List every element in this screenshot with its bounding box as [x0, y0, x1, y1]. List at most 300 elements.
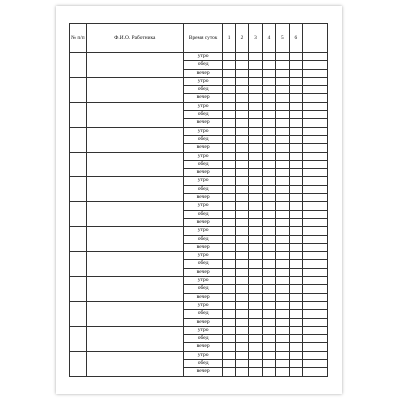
mark-cell[interactable] — [303, 310, 328, 318]
mark-cell[interactable] — [289, 268, 302, 276]
mark-cell[interactable] — [262, 202, 275, 210]
employee-name-cell[interactable] — [86, 177, 183, 202]
mark-cell[interactable] — [276, 102, 289, 110]
employee-name-cell[interactable] — [86, 326, 183, 351]
mark-cell[interactable] — [249, 94, 262, 102]
mark-cell[interactable] — [289, 326, 302, 334]
mark-cell[interactable] — [303, 293, 328, 301]
mark-cell[interactable] — [235, 301, 248, 309]
mark-cell[interactable] — [276, 351, 289, 359]
mark-cell[interactable] — [262, 343, 275, 351]
mark-cell[interactable] — [262, 335, 275, 343]
mark-cell[interactable] — [223, 152, 235, 160]
mark-cell[interactable] — [289, 243, 302, 251]
mark-cell[interactable] — [289, 135, 302, 143]
mark-cell[interactable] — [289, 144, 302, 152]
mark-cell[interactable] — [235, 135, 248, 143]
mark-cell[interactable] — [235, 335, 248, 343]
mark-cell[interactable] — [276, 285, 289, 293]
mark-cell[interactable] — [276, 160, 289, 168]
header-time-of-day: Время суток — [183, 24, 222, 53]
mark-cell[interactable] — [289, 86, 302, 94]
mark-cell[interactable] — [262, 243, 275, 251]
mark-cell[interactable] — [249, 252, 262, 260]
mark-cell[interactable] — [249, 351, 262, 359]
mark-cell[interactable] — [289, 177, 302, 185]
mark-cell[interactable] — [262, 218, 275, 226]
mark-cell[interactable] — [262, 119, 275, 127]
mark-cell[interactable] — [249, 318, 262, 326]
mark-cell[interactable] — [249, 285, 262, 293]
mark-cell[interactable] — [276, 86, 289, 94]
mark-cell[interactable] — [249, 127, 262, 135]
mark-cell[interactable] — [276, 194, 289, 202]
mark-cell[interactable] — [235, 77, 248, 85]
mark-cell[interactable] — [223, 252, 235, 260]
mark-cell[interactable] — [303, 218, 328, 226]
mark-cell[interactable] — [289, 235, 302, 243]
mark-cell[interactable] — [223, 285, 235, 293]
mark-cell[interactable] — [223, 135, 235, 143]
mark-cell[interactable] — [276, 77, 289, 85]
mark-cell[interactable] — [223, 227, 235, 235]
mark-cell[interactable] — [235, 235, 248, 243]
mark-cell[interactable] — [249, 61, 262, 69]
mark-cell[interactable] — [262, 86, 275, 94]
mark-cell[interactable] — [262, 301, 275, 309]
mark-cell[interactable] — [262, 185, 275, 193]
mark-cell[interactable] — [249, 119, 262, 127]
mark-cell[interactable] — [303, 277, 328, 285]
mark-cell[interactable] — [303, 351, 328, 359]
mark-cell[interactable] — [276, 69, 289, 77]
mark-cell[interactable] — [235, 152, 248, 160]
employee-name-cell[interactable] — [86, 227, 183, 252]
mark-cell[interactable] — [303, 69, 328, 77]
mark-cell[interactable] — [223, 69, 235, 77]
mark-cell[interactable] — [235, 359, 248, 367]
mark-cell[interactable] — [262, 69, 275, 77]
mark-cell[interactable] — [276, 135, 289, 143]
mark-cell[interactable] — [235, 351, 248, 359]
mark-cell[interactable] — [223, 160, 235, 168]
mark-cell[interactable] — [235, 144, 248, 152]
mark-cell[interactable] — [303, 53, 328, 61]
mark-cell[interactable] — [249, 53, 262, 61]
mark-cell[interactable] — [289, 202, 302, 210]
mark-cell[interactable] — [235, 177, 248, 185]
mark-cell[interactable] — [276, 277, 289, 285]
mark-cell[interactable] — [235, 318, 248, 326]
mark-cell[interactable] — [276, 293, 289, 301]
mark-cell[interactable] — [289, 61, 302, 69]
mark-cell[interactable] — [303, 285, 328, 293]
mark-cell[interactable] — [289, 194, 302, 202]
employee-number-cell[interactable] — [70, 227, 87, 252]
mark-cell[interactable] — [249, 86, 262, 94]
mark-cell[interactable] — [303, 318, 328, 326]
mark-cell[interactable] — [235, 194, 248, 202]
mark-cell[interactable] — [262, 61, 275, 69]
mark-cell[interactable] — [276, 252, 289, 260]
mark-cell[interactable] — [223, 119, 235, 127]
employee-number-cell[interactable] — [70, 177, 87, 202]
mark-cell[interactable] — [249, 152, 262, 160]
mark-cell[interactable] — [235, 69, 248, 77]
mark-cell[interactable] — [223, 277, 235, 285]
mark-cell[interactable] — [276, 310, 289, 318]
mark-cell[interactable] — [249, 310, 262, 318]
mark-cell[interactable] — [276, 235, 289, 243]
mark-cell[interactable] — [235, 218, 248, 226]
mark-cell[interactable] — [289, 127, 302, 135]
mark-cell[interactable] — [223, 202, 235, 210]
mark-cell[interactable] — [262, 293, 275, 301]
mark-cell[interactable] — [223, 218, 235, 226]
mark-cell[interactable] — [223, 310, 235, 318]
mark-cell[interactable] — [223, 127, 235, 135]
mark-cell[interactable] — [223, 111, 235, 119]
mark-cell[interactable] — [303, 77, 328, 85]
mark-cell[interactable] — [235, 243, 248, 251]
mark-cell[interactable] — [223, 293, 235, 301]
mark-cell[interactable] — [223, 77, 235, 85]
mark-cell[interactable] — [249, 359, 262, 367]
mark-cell[interactable] — [303, 210, 328, 218]
mark-cell[interactable] — [235, 227, 248, 235]
mark-cell[interactable] — [289, 351, 302, 359]
mark-cell[interactable] — [289, 53, 302, 61]
mark-cell[interactable] — [262, 359, 275, 367]
mark-cell[interactable] — [289, 102, 302, 110]
mark-cell[interactable] — [289, 69, 302, 77]
mark-cell[interactable] — [223, 368, 235, 376]
employee-number-cell[interactable] — [70, 152, 87, 177]
mark-cell[interactable] — [303, 160, 328, 168]
employee-name-cell[interactable] — [86, 301, 183, 326]
mark-cell[interactable] — [249, 194, 262, 202]
mark-cell[interactable] — [303, 359, 328, 367]
mark-cell[interactable] — [262, 235, 275, 243]
mark-cell[interactable] — [249, 227, 262, 235]
mark-cell[interactable] — [249, 260, 262, 268]
mark-cell[interactable] — [303, 227, 328, 235]
mark-cell[interactable] — [235, 326, 248, 334]
mark-cell[interactable] — [276, 326, 289, 334]
mark-cell[interactable] — [262, 285, 275, 293]
mark-cell[interactable] — [276, 144, 289, 152]
mark-cell[interactable] — [262, 135, 275, 143]
mark-cell[interactable] — [262, 177, 275, 185]
mark-cell[interactable] — [289, 218, 302, 226]
mark-cell[interactable] — [223, 351, 235, 359]
mark-cell[interactable] — [262, 111, 275, 119]
mark-cell[interactable] — [235, 160, 248, 168]
mark-cell[interactable] — [235, 202, 248, 210]
mark-cell[interactable] — [223, 53, 235, 61]
mark-cell[interactable] — [235, 310, 248, 318]
mark-cell[interactable] — [249, 111, 262, 119]
employee-number-cell[interactable] — [70, 351, 87, 376]
employee-name-cell[interactable] — [86, 127, 183, 152]
employee-number-cell[interactable] — [70, 277, 87, 302]
mark-cell[interactable] — [303, 368, 328, 376]
mark-cell[interactable] — [276, 359, 289, 367]
mark-cell[interactable] — [235, 86, 248, 94]
mark-cell[interactable] — [262, 252, 275, 260]
mark-cell[interactable] — [276, 177, 289, 185]
employee-name-cell[interactable] — [86, 351, 183, 376]
mark-cell[interactable] — [289, 260, 302, 268]
mark-cell[interactable] — [289, 368, 302, 376]
employee-name-cell[interactable] — [86, 202, 183, 227]
mark-cell[interactable] — [303, 94, 328, 102]
mark-cell[interactable] — [289, 77, 302, 85]
mark-cell[interactable] — [223, 326, 235, 334]
mark-cell[interactable] — [262, 277, 275, 285]
mark-cell[interactable] — [262, 152, 275, 160]
mark-cell[interactable] — [303, 202, 328, 210]
employee-number-cell[interactable] — [70, 301, 87, 326]
mark-cell[interactable] — [262, 127, 275, 135]
mark-cell[interactable] — [276, 53, 289, 61]
mark-cell[interactable] — [235, 252, 248, 260]
employee-number-cell[interactable] — [70, 252, 87, 277]
mark-cell[interactable] — [262, 194, 275, 202]
mark-cell[interactable] — [249, 243, 262, 251]
mark-cell[interactable] — [249, 160, 262, 168]
mark-cell[interactable] — [249, 235, 262, 243]
mark-cell[interactable] — [276, 94, 289, 102]
mark-cell[interactable] — [262, 227, 275, 235]
mark-cell[interactable] — [249, 144, 262, 152]
mark-cell[interactable] — [235, 127, 248, 135]
mark-cell[interactable] — [262, 102, 275, 110]
mark-cell[interactable] — [235, 260, 248, 268]
mark-cell[interactable] — [276, 335, 289, 343]
mark-cell[interactable] — [303, 268, 328, 276]
mark-cell[interactable] — [303, 243, 328, 251]
mark-cell[interactable] — [223, 301, 235, 309]
mark-cell[interactable] — [303, 61, 328, 69]
mark-cell[interactable] — [303, 169, 328, 177]
mark-cell[interactable] — [249, 210, 262, 218]
mark-cell[interactable] — [223, 359, 235, 367]
mark-cell[interactable] — [289, 359, 302, 367]
mark-cell[interactable] — [235, 343, 248, 351]
mark-cell[interactable] — [276, 61, 289, 69]
mark-cell[interactable] — [249, 301, 262, 309]
mark-cell[interactable] — [249, 77, 262, 85]
mark-cell[interactable] — [223, 144, 235, 152]
mark-cell[interactable] — [276, 152, 289, 160]
mark-cell[interactable] — [289, 185, 302, 193]
mark-cell[interactable] — [249, 326, 262, 334]
mark-cell[interactable] — [249, 368, 262, 376]
mark-cell[interactable] — [289, 252, 302, 260]
mark-cell[interactable] — [262, 351, 275, 359]
employee-number-cell[interactable] — [70, 326, 87, 351]
mark-cell[interactable] — [262, 260, 275, 268]
mark-cell[interactable] — [249, 102, 262, 110]
mark-cell[interactable] — [223, 194, 235, 202]
mark-cell[interactable] — [249, 335, 262, 343]
employee-name-cell[interactable] — [86, 102, 183, 127]
mark-cell[interactable] — [276, 260, 289, 268]
employee-number-cell[interactable] — [70, 77, 87, 102]
mark-cell[interactable] — [303, 335, 328, 343]
mark-cell[interactable] — [303, 102, 328, 110]
mark-cell[interactable] — [249, 185, 262, 193]
mark-cell[interactable] — [223, 61, 235, 69]
mark-cell[interactable] — [235, 119, 248, 127]
mark-cell[interactable] — [262, 77, 275, 85]
employee-name-cell[interactable] — [86, 77, 183, 102]
mark-cell[interactable] — [262, 368, 275, 376]
mark-cell[interactable] — [262, 160, 275, 168]
mark-cell[interactable] — [289, 310, 302, 318]
mark-cell[interactable] — [223, 185, 235, 193]
mark-cell[interactable] — [223, 102, 235, 110]
mark-cell[interactable] — [223, 318, 235, 326]
mark-cell[interactable] — [235, 268, 248, 276]
mark-cell[interactable] — [235, 185, 248, 193]
mark-cell[interactable] — [303, 343, 328, 351]
mark-cell[interactable] — [223, 260, 235, 268]
mark-cell[interactable] — [289, 119, 302, 127]
mark-cell[interactable] — [249, 343, 262, 351]
mark-cell[interactable] — [223, 86, 235, 94]
mark-cell[interactable] — [276, 301, 289, 309]
mark-cell[interactable] — [223, 268, 235, 276]
mark-cell[interactable] — [289, 227, 302, 235]
mark-cell[interactable] — [235, 368, 248, 376]
mark-cell[interactable] — [289, 169, 302, 177]
mark-cell[interactable] — [276, 127, 289, 135]
mark-cell[interactable] — [249, 177, 262, 185]
mark-cell[interactable] — [276, 202, 289, 210]
mark-cell[interactable] — [262, 144, 275, 152]
mark-cell[interactable] — [249, 169, 262, 177]
mark-cell[interactable] — [303, 86, 328, 94]
mark-cell[interactable] — [289, 318, 302, 326]
mark-cell[interactable] — [289, 343, 302, 351]
employee-number-cell[interactable] — [70, 102, 87, 127]
mark-cell[interactable] — [235, 277, 248, 285]
mark-cell[interactable] — [262, 310, 275, 318]
mark-cell[interactable] — [289, 285, 302, 293]
mark-cell[interactable] — [223, 243, 235, 251]
mark-cell[interactable] — [303, 194, 328, 202]
mark-cell[interactable] — [235, 111, 248, 119]
employee-name-cell[interactable] — [86, 53, 183, 78]
mark-cell[interactable] — [276, 343, 289, 351]
mark-cell[interactable] — [289, 277, 302, 285]
mark-cell[interactable] — [262, 318, 275, 326]
mark-cell[interactable] — [289, 111, 302, 119]
mark-cell[interactable] — [235, 61, 248, 69]
mark-cell[interactable] — [276, 227, 289, 235]
mark-cell[interactable] — [303, 127, 328, 135]
employee-number-cell[interactable] — [70, 53, 87, 78]
mark-cell[interactable] — [276, 368, 289, 376]
mark-cell[interactable] — [289, 335, 302, 343]
mark-cell[interactable] — [303, 260, 328, 268]
employee-name-cell[interactable] — [86, 277, 183, 302]
mark-cell[interactable] — [223, 343, 235, 351]
mark-cell[interactable] — [303, 119, 328, 127]
mark-cell[interactable] — [223, 94, 235, 102]
mark-cell[interactable] — [289, 152, 302, 160]
mark-cell[interactable] — [249, 135, 262, 143]
mark-cell[interactable] — [249, 202, 262, 210]
mark-cell[interactable] — [249, 69, 262, 77]
mark-cell[interactable] — [276, 169, 289, 177]
mark-cell[interactable] — [303, 152, 328, 160]
mark-cell[interactable] — [235, 293, 248, 301]
mark-cell[interactable] — [276, 119, 289, 127]
mark-cell[interactable] — [223, 335, 235, 343]
mark-cell[interactable] — [303, 185, 328, 193]
mark-cell[interactable] — [276, 111, 289, 119]
mark-cell[interactable] — [262, 94, 275, 102]
mark-cell[interactable] — [303, 235, 328, 243]
mark-cell[interactable] — [235, 102, 248, 110]
mark-cell[interactable] — [289, 301, 302, 309]
employee-name-cell[interactable] — [86, 252, 183, 277]
mark-cell[interactable] — [249, 293, 262, 301]
mark-cell[interactable] — [223, 235, 235, 243]
mark-cell[interactable] — [249, 218, 262, 226]
employee-number-cell[interactable] — [70, 127, 87, 152]
mark-cell[interactable] — [276, 210, 289, 218]
mark-cell[interactable] — [276, 268, 289, 276]
mark-cell[interactable] — [262, 169, 275, 177]
mark-cell[interactable] — [223, 169, 235, 177]
mark-cell[interactable] — [235, 94, 248, 102]
mark-cell[interactable] — [276, 318, 289, 326]
mark-cell[interactable] — [303, 252, 328, 260]
mark-cell[interactable] — [303, 135, 328, 143]
mark-cell[interactable] — [262, 210, 275, 218]
mark-cell[interactable] — [289, 210, 302, 218]
mark-cell[interactable] — [223, 210, 235, 218]
mark-cell[interactable] — [303, 301, 328, 309]
mark-cell[interactable] — [276, 185, 289, 193]
mark-cell[interactable] — [289, 94, 302, 102]
mark-cell[interactable] — [235, 53, 248, 61]
mark-cell[interactable] — [235, 285, 248, 293]
mark-cell[interactable] — [262, 268, 275, 276]
employee-name-cell[interactable] — [86, 152, 183, 177]
mark-cell[interactable] — [303, 144, 328, 152]
mark-cell[interactable] — [289, 293, 302, 301]
mark-cell[interactable] — [262, 326, 275, 334]
mark-cell[interactable] — [276, 243, 289, 251]
mark-cell[interactable] — [262, 53, 275, 61]
mark-cell[interactable] — [303, 326, 328, 334]
mark-cell[interactable] — [289, 160, 302, 168]
mark-cell[interactable] — [235, 169, 248, 177]
mark-cell[interactable] — [303, 111, 328, 119]
mark-cell[interactable] — [249, 277, 262, 285]
mark-cell[interactable] — [276, 218, 289, 226]
mark-cell[interactable] — [235, 210, 248, 218]
mark-cell[interactable] — [303, 177, 328, 185]
mark-cell[interactable] — [223, 177, 235, 185]
mark-cell[interactable] — [249, 268, 262, 276]
employee-number-cell[interactable] — [70, 202, 87, 227]
